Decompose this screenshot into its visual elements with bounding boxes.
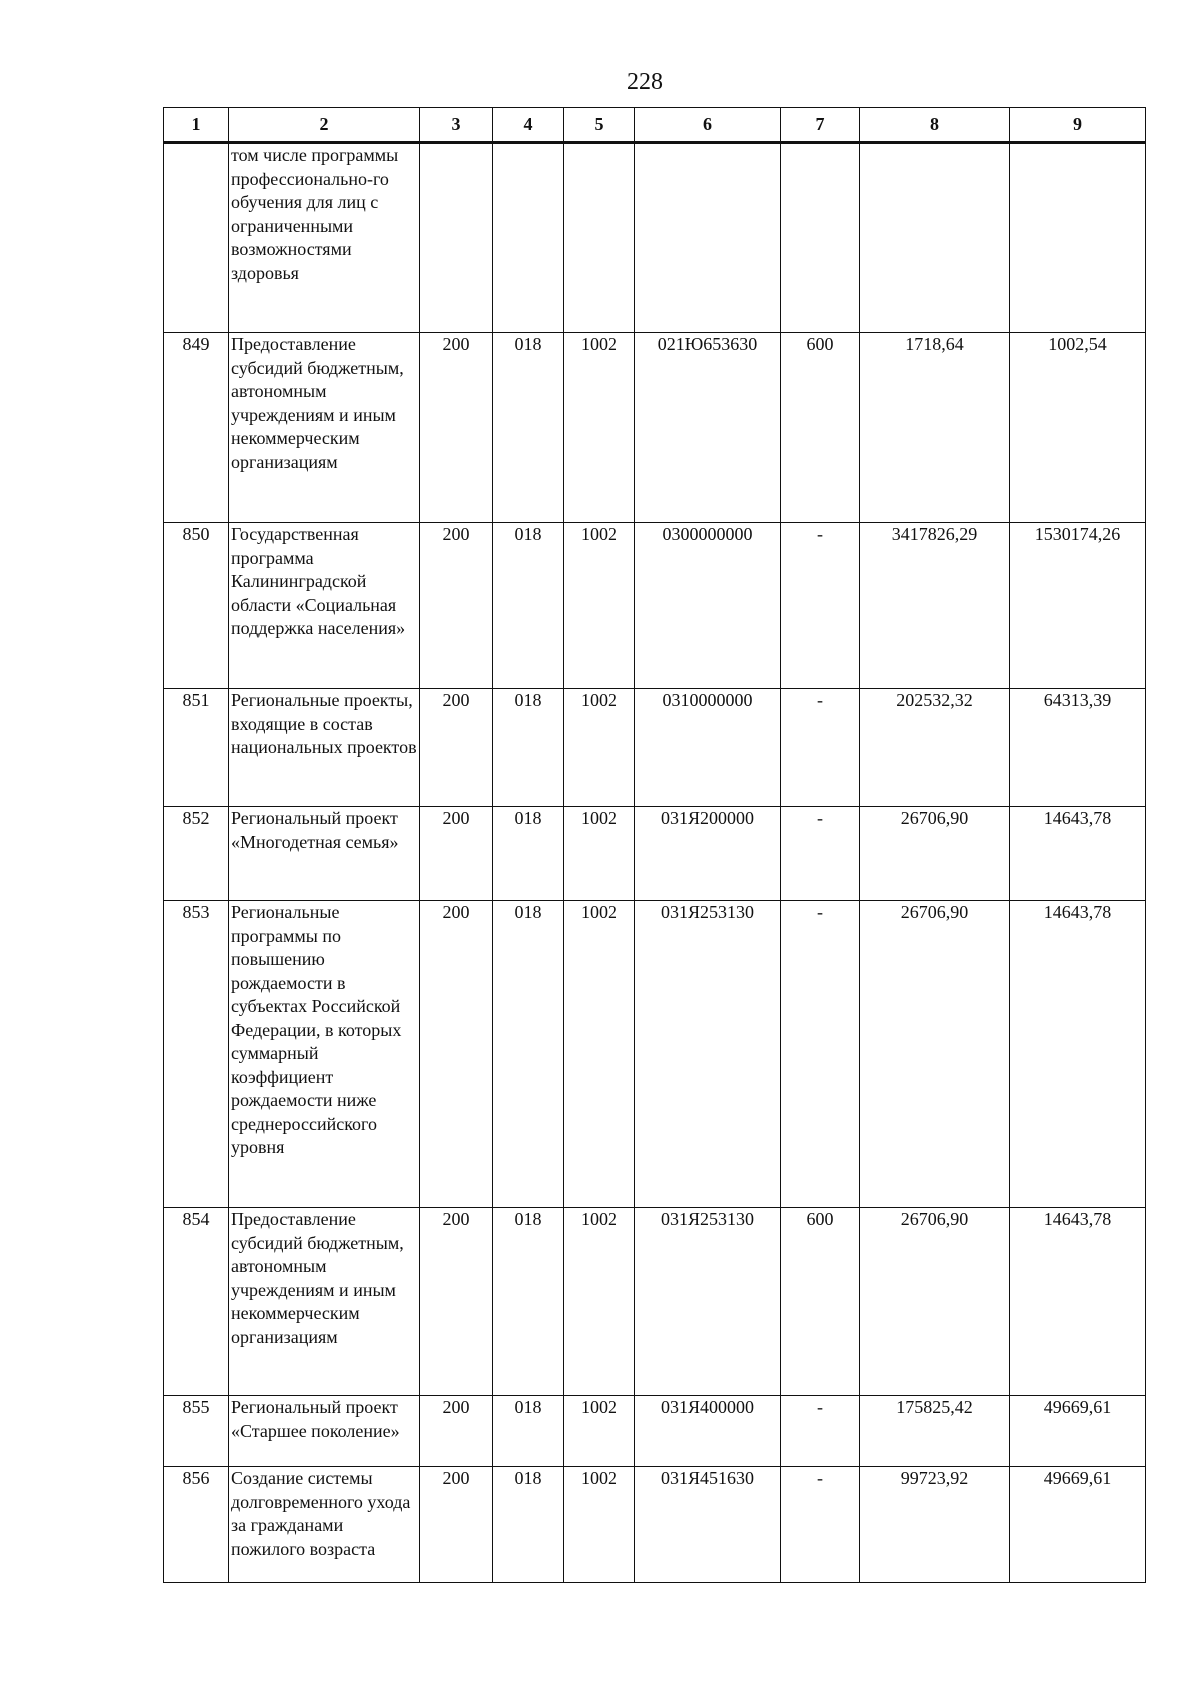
cell-col9: 1002,54	[1010, 333, 1146, 523]
cell-col4: 018	[493, 1467, 564, 1583]
cell-col3: 200	[420, 807, 493, 901]
cell-col8: 26706,90	[860, 807, 1010, 901]
table-row	[164, 807, 1146, 901]
row-number-cell: 855	[164, 1396, 229, 1467]
row-name-cell: том числе программы профессионально-го обучения для лиц с ограниченными возможностями здоровья	[229, 143, 420, 333]
cell-col3: 200	[420, 1467, 493, 1583]
cell-col9: 14643,78	[1010, 901, 1146, 1208]
cell-col7: -	[781, 807, 860, 901]
cell-col8: 1718,64	[860, 333, 1010, 523]
column-header: 6	[635, 108, 781, 143]
cell-col9: 64313,39	[1010, 689, 1146, 807]
row-number-cell	[164, 143, 229, 333]
cell-col9: 49669,61	[1010, 1396, 1146, 1467]
cell-col6: 031Я200000	[635, 807, 781, 901]
cell-col4: 018	[493, 689, 564, 807]
column-header: 8	[860, 108, 1010, 143]
column-header: 4	[493, 108, 564, 143]
cell-col6: 031Я451630	[635, 1467, 781, 1583]
table-row	[164, 143, 1146, 333]
cell-col9: 14643,78	[1010, 807, 1146, 901]
cell-col3: 200	[420, 523, 493, 689]
table-row	[164, 523, 1146, 689]
cell-col6: 0310000000	[635, 689, 781, 807]
cell-col8	[860, 143, 1010, 333]
row-name-cell: Региональный проект «Многодетная семья»	[229, 807, 420, 901]
cell-col9: 1530174,26	[1010, 523, 1146, 689]
cell-col8: 26706,90	[860, 901, 1010, 1208]
cell-col9: 49669,61	[1010, 1467, 1146, 1583]
row-name-cell: Государственная программа Калининградской области «Социальная поддержка населения»	[229, 523, 420, 689]
cell-col9: 14643,78	[1010, 1208, 1146, 1396]
budget-table	[163, 107, 1146, 1583]
column-header: 1	[164, 108, 229, 143]
cell-col5: 1002	[564, 901, 635, 1208]
page-number: 228	[627, 69, 663, 95]
cell-col8: 202532,32	[860, 689, 1010, 807]
row-name-cell: Региональные программы по повышению рождаемости в субъектах Российской Федерации, в которых суммарный коэффициент рождаемости ниже среднероссийского уровня	[229, 901, 420, 1208]
cell-col6: 031Я253130	[635, 1208, 781, 1396]
cell-col3: 200	[420, 689, 493, 807]
row-name-cell: Предоставление субсидий бюджетным, автономным учреждениям и иным некоммерческим организациям	[229, 333, 420, 523]
cell-col9	[1010, 143, 1146, 333]
table-row	[164, 1467, 1146, 1583]
cell-col5: 1002	[564, 523, 635, 689]
table-row	[164, 901, 1146, 1208]
row-number-cell: 856	[164, 1467, 229, 1583]
cell-col6	[635, 143, 781, 333]
cell-col4: 018	[493, 807, 564, 901]
cell-col4: 018	[493, 333, 564, 523]
row-name-cell: Региональные проекты, входящие в состав национальных проектов	[229, 689, 420, 807]
cell-col6: 0300000000	[635, 523, 781, 689]
cell-col3	[420, 143, 493, 333]
cell-col6: 031Я400000	[635, 1396, 781, 1467]
row-number-cell: 851	[164, 689, 229, 807]
cell-col5: 1002	[564, 1396, 635, 1467]
table-row	[164, 1396, 1146, 1467]
cell-col7: -	[781, 523, 860, 689]
row-number-cell: 854	[164, 1208, 229, 1396]
column-header: 2	[229, 108, 420, 143]
table-row	[164, 1208, 1146, 1396]
cell-col5	[564, 143, 635, 333]
cell-col5: 1002	[564, 1208, 635, 1396]
column-header: 9	[1010, 108, 1146, 143]
cell-col3: 200	[420, 901, 493, 1208]
cell-col5: 1002	[564, 333, 635, 523]
table-header-row	[164, 108, 1146, 143]
cell-col6: 021Ю653630	[635, 333, 781, 523]
row-number-cell: 852	[164, 807, 229, 901]
cell-col8: 175825,42	[860, 1396, 1010, 1467]
cell-col7: 600	[781, 333, 860, 523]
cell-col7: -	[781, 901, 860, 1208]
cell-col4	[493, 143, 564, 333]
cell-col3: 200	[420, 333, 493, 523]
row-number-cell: 853	[164, 901, 229, 1208]
column-header: 7	[781, 108, 860, 143]
cell-col4: 018	[493, 1208, 564, 1396]
cell-col5: 1002	[564, 689, 635, 807]
cell-col3: 200	[420, 1396, 493, 1467]
table-row	[164, 333, 1146, 523]
cell-col4: 018	[493, 1396, 564, 1467]
cell-col3: 200	[420, 1208, 493, 1396]
cell-col8: 26706,90	[860, 1208, 1010, 1396]
column-header: 3	[420, 108, 493, 143]
cell-col6: 031Я253130	[635, 901, 781, 1208]
row-number-cell: 849	[164, 333, 229, 523]
cell-col4: 018	[493, 523, 564, 689]
column-header: 5	[564, 108, 635, 143]
cell-col5: 1002	[564, 807, 635, 901]
cell-col5: 1002	[564, 1467, 635, 1583]
row-name-cell: Региональный проект «Старшее поколение»	[229, 1396, 420, 1467]
row-name-cell: Создание системы долговременного ухода за гражданами пожилого возраста	[229, 1467, 420, 1583]
cell-col7	[781, 143, 860, 333]
cell-col8: 3417826,29	[860, 523, 1010, 689]
table-row	[164, 689, 1146, 807]
cell-col7: -	[781, 689, 860, 807]
cell-col8: 99723,92	[860, 1467, 1010, 1583]
cell-col7: -	[781, 1467, 860, 1583]
cell-col7: -	[781, 1396, 860, 1467]
cell-col4: 018	[493, 901, 564, 1208]
row-name-cell: Предоставление субсидий бюджетным, автономным учреждениям и иным некоммерческим организациям	[229, 1208, 420, 1396]
row-number-cell: 850	[164, 523, 229, 689]
cell-col7: 600	[781, 1208, 860, 1396]
